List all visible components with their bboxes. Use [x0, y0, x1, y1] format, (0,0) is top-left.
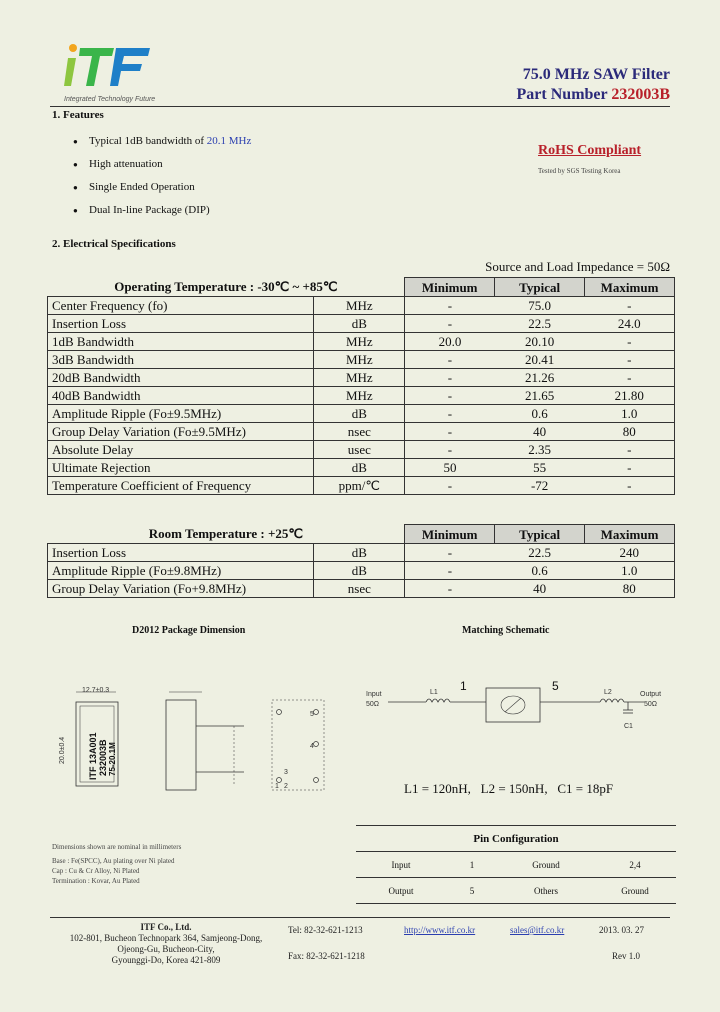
unit-cell: usec [314, 441, 405, 459]
unit-cell: nsec [314, 580, 405, 598]
logo-subtitle: Integrated Technology Future [64, 96, 156, 103]
c1-label: C1 [624, 723, 633, 730]
typ-cell: 22.5 [495, 315, 585, 333]
part-number-label: Part Number [516, 86, 612, 103]
unit-cell: MHz [314, 351, 405, 369]
typ-cell: 20.41 [495, 351, 585, 369]
unit-cell: dB [314, 544, 405, 562]
min-cell: - [405, 315, 495, 333]
param-cell: 3dB Bandwidth [48, 351, 314, 369]
col-typical: Typical [495, 278, 585, 297]
min-cell: 20.0 [405, 333, 495, 351]
inductor-l2-icon [600, 699, 624, 702]
operating-title: Operating Temperature : -30℃ ~ +85℃ [48, 278, 405, 297]
col-minimum: Minimum [405, 278, 495, 297]
package-drawing [54, 684, 344, 804]
max-cell: 24.0 [585, 315, 675, 333]
spec-row [48, 423, 675, 441]
min-cell: - [405, 387, 495, 405]
part-number [517, 86, 670, 104]
min-cell: - [405, 369, 495, 387]
typ-cell: 40 [495, 423, 585, 441]
unit-cell: dB [314, 562, 405, 580]
pin-cell: 2,4 [594, 852, 676, 878]
bullet-icon: ● [73, 137, 78, 146]
web-link[interactable]: http://www.itf.co.kr [404, 925, 476, 935]
matching-caption: Matching Schematic [462, 625, 550, 636]
unit-cell: MHz [314, 387, 405, 405]
package-caption: D2012 Package Dimension [132, 625, 246, 636]
spec-row [48, 441, 675, 459]
footer-email [510, 925, 564, 935]
pin-cell: Ground [498, 852, 594, 878]
spec-row [48, 369, 675, 387]
param-cell: Group Delay Variation (Fo±9.5MHz) [48, 423, 314, 441]
footer-fax: Fax: 82-32-621-1218 [288, 951, 365, 961]
impedance-note: Source and Load Impedance = 50Ω [485, 259, 670, 274]
max-cell: - [585, 441, 675, 459]
param-cell: 1dB Bandwidth [48, 333, 314, 351]
marking-line-1: ITF 13A001 [88, 732, 98, 780]
address-line: 102-801, Bucheon Technopark 364, Samjeong-Dong, [69, 933, 263, 943]
dim-height-label: 20.0±0.4 [59, 736, 66, 764]
max-cell: 80 [585, 423, 675, 441]
room-title: Room Temperature : +25℃ [48, 525, 405, 544]
pin-left-label: 1 [460, 679, 467, 693]
marking-line-3: 75-20.1M [108, 742, 117, 776]
note-line: Base : Fe(SPCC), Au plating over Ni plated [52, 857, 175, 865]
max-cell: 1.0 [585, 405, 675, 423]
pin-cell: Others [498, 878, 594, 904]
typ-cell: 2.35 [495, 441, 585, 459]
max-cell: 240 [585, 544, 675, 562]
spec-row [48, 333, 675, 351]
feature-item: ● Dual In-line Package (DIP) [73, 199, 251, 222]
unit-cell: nsec [314, 423, 405, 441]
param-cell: 20dB Bandwidth [48, 369, 314, 387]
pin-label-4: 4 [310, 743, 314, 750]
col-minimum: Minimum [405, 525, 495, 544]
marking-line-2: 232003B [98, 739, 108, 776]
spec-row [48, 387, 675, 405]
part-number-value: 232003B [611, 86, 670, 103]
rohs-label: RoHS Compliant [538, 143, 642, 158]
col-maximum: Maximum [585, 525, 675, 544]
pin-cell: 5 [446, 878, 498, 904]
output-label: Output [640, 691, 662, 698]
pin-config-title: Pin Configuration [356, 826, 676, 852]
feature-item: ● High attenuation [73, 153, 251, 176]
param-cell: Ultimate Rejection [48, 459, 314, 477]
note-line: Dimensions shown are nominal in millimeters [52, 843, 182, 851]
matching-schematic-drawing [360, 674, 670, 744]
footer-divider [50, 917, 670, 918]
address-line: Ojeong-Gu, Bucheon-City, [117, 944, 215, 954]
features-heading: 1. Features [52, 109, 104, 121]
max-cell: - [585, 297, 675, 315]
typ-cell: 75.0 [495, 297, 585, 315]
footer-web [404, 925, 475, 935]
unit-cell: dB [314, 459, 405, 477]
l2-label: L2 [604, 689, 612, 696]
output-impedance: 50Ω [644, 701, 658, 708]
bullet-icon: ● [73, 183, 78, 192]
spec-row [48, 459, 675, 477]
note-line: Cap : Cu & Cr Alloy, Ni Plated [52, 867, 140, 875]
param-cell: Amplitude Ripple (Fo±9.8MHz) [48, 562, 314, 580]
inductor-l1-icon [426, 699, 450, 702]
pin-label-3: 3 [284, 769, 288, 776]
unit-cell: MHz [314, 333, 405, 351]
min-cell: - [405, 297, 495, 315]
address-line: Gyounggi-Do, Korea 421-809 [111, 955, 221, 965]
footer-tel: Tel: 82-32-621-1213 [288, 925, 363, 935]
pin-right-label: 5 [552, 679, 559, 693]
typ-cell: 40 [495, 580, 585, 598]
max-cell: 21.80 [585, 387, 675, 405]
feature-item: ● Single Ended Operation [73, 176, 251, 199]
package-notes [52, 842, 181, 886]
component-values: L1 = 120nH, L2 = 150nH, C1 = 18pF [404, 781, 614, 796]
min-cell: 50 [405, 459, 495, 477]
footer-date: 2013. 03. 27 [599, 925, 644, 935]
col-typical: Typical [495, 525, 585, 544]
min-cell: - [405, 544, 495, 562]
max-cell: - [585, 333, 675, 351]
company-name: ITF Co., Ltd. [140, 922, 192, 932]
pin-cell: Input [356, 852, 446, 878]
pin-cell: 1 [446, 852, 498, 878]
max-cell: 1.0 [585, 562, 675, 580]
max-cell: - [585, 351, 675, 369]
typ-cell: 21.65 [495, 387, 585, 405]
pin-label-1: 1 [275, 783, 279, 790]
l1-label: L1 [430, 689, 438, 696]
company-logo [64, 40, 154, 96]
pin-cell: Output [356, 878, 446, 904]
unit-cell: ppm/℃ [314, 477, 405, 495]
typ-cell: 0.6 [495, 405, 585, 423]
max-cell: - [585, 459, 675, 477]
typ-cell: 0.6 [495, 562, 585, 580]
param-cell: Temperature Coefficient of Frequency [48, 477, 314, 495]
param-cell: Insertion Loss [48, 315, 314, 333]
spec-row [48, 315, 675, 333]
product-title: 75.0 MHz SAW Filter [522, 66, 670, 83]
spec-row [48, 477, 675, 495]
footer-rev: Rev 1.0 [612, 951, 640, 961]
unit-cell: MHz [314, 369, 405, 387]
header-divider [50, 106, 670, 107]
spec-row [48, 297, 675, 315]
spec-row [48, 405, 675, 423]
matching-schematic [360, 674, 670, 744]
note-line: Termination : Kovar, Au Plated [52, 877, 140, 885]
footer-company [52, 922, 280, 966]
spec-row [48, 580, 675, 598]
min-cell: - [405, 477, 495, 495]
pin-label-5: 5 [310, 711, 314, 718]
operating-spec-table [47, 277, 675, 495]
unit-cell: dB [314, 405, 405, 423]
typ-cell: 20.10 [495, 333, 585, 351]
room-spec-table [47, 524, 675, 598]
param-cell: 40dB Bandwidth [48, 387, 314, 405]
typ-cell: 22.5 [495, 544, 585, 562]
pin-label-2: 2 [284, 783, 288, 790]
param-cell: Amplitude Ripple (Fo±9.5MHz) [48, 405, 314, 423]
typ-cell: -72 [495, 477, 585, 495]
min-cell: - [405, 580, 495, 598]
itf-logo-icon [64, 40, 154, 96]
max-cell: 80 [585, 580, 675, 598]
package-dimension-drawing [54, 684, 344, 804]
min-cell: - [405, 441, 495, 459]
min-cell: - [405, 423, 495, 441]
pin-config-table [356, 825, 676, 904]
feature-item: ● Typical 1dB bandwidth of 20.1 MHz [73, 130, 251, 153]
bullet-icon: ● [73, 206, 78, 215]
input-impedance: 50Ω [366, 701, 380, 708]
typ-cell: 55 [495, 459, 585, 477]
max-cell: - [585, 477, 675, 495]
param-cell: Insertion Loss [48, 544, 314, 562]
typ-cell: 21.26 [495, 369, 585, 387]
min-cell: - [405, 405, 495, 423]
features-list [73, 130, 251, 222]
bullet-icon: ● [73, 160, 78, 169]
unit-cell: MHz [314, 297, 405, 315]
max-cell: - [585, 369, 675, 387]
spec-row [48, 562, 675, 580]
pin-cell: Ground [594, 878, 676, 904]
spec-row [48, 544, 675, 562]
input-label: Input [366, 691, 382, 698]
electrical-heading: 2. Electrical Specifications [52, 238, 176, 250]
dim-width-label: 12.7±0.3 [82, 687, 110, 694]
min-cell: - [405, 562, 495, 580]
param-cell: Group Delay Variation (Fo+9.8MHz) [48, 580, 314, 598]
rohs-tested: Tested by SGS Testing Korea [538, 167, 621, 175]
email-link[interactable]: sales@itf.co.kr [510, 925, 565, 935]
param-cell: Absolute Delay [48, 441, 314, 459]
min-cell: - [405, 351, 495, 369]
unit-cell: dB [314, 315, 405, 333]
spec-row [48, 351, 675, 369]
col-maximum: Maximum [585, 278, 675, 297]
param-cell: Center Frequency (fo) [48, 297, 314, 315]
